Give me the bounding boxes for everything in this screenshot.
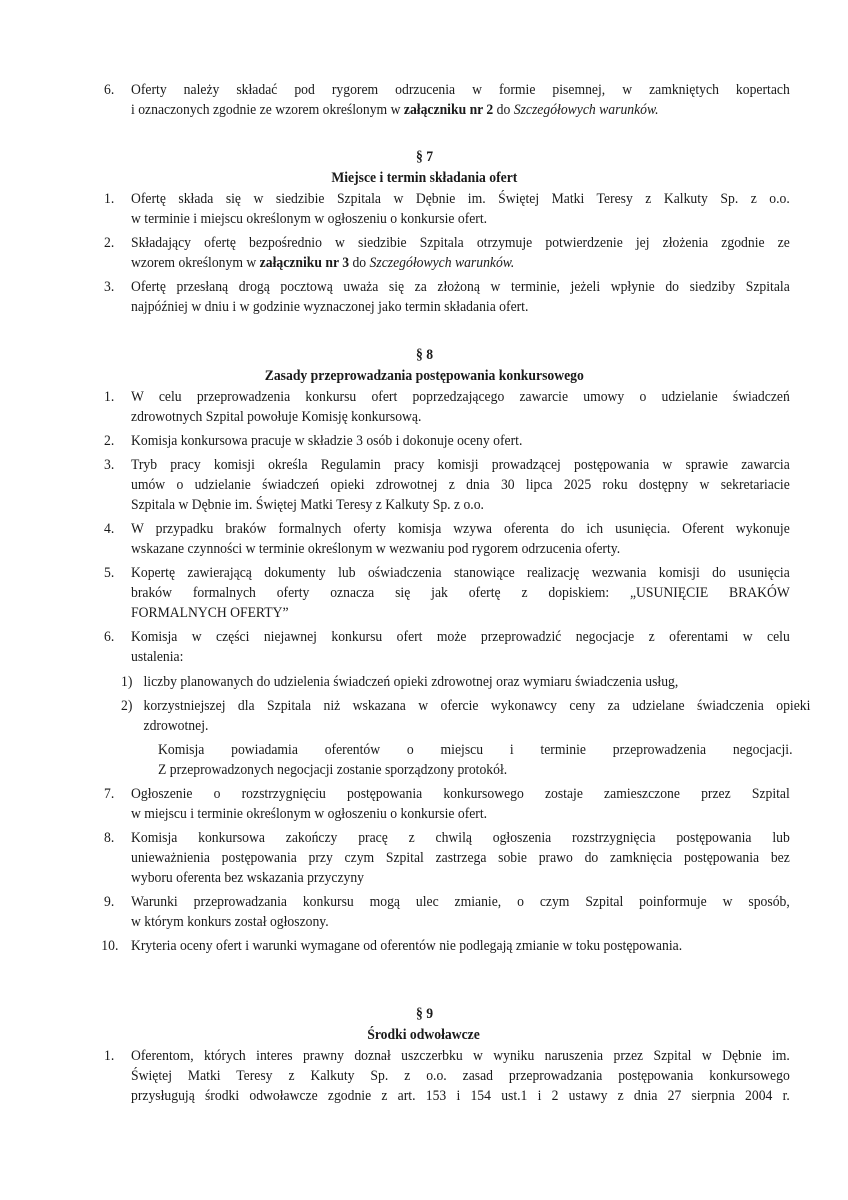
italic-reference: Szczegółowych warunków. [513,101,659,118]
text-line: Komisja konkursowa zakończy pracę z chwilą ogłoszenia rozstrzygnięcia postępowania lub [131,829,790,846]
text-line: przysługują środki odwoławcze zgodnie z art. 153 i 154 ust.1 i 2 ustawy z dnia 27 sierpnia 2004 r. [131,1087,790,1104]
text-line: wskazane czynności w terminie określonym w wezwaniu pod rygorem odrzucenia oferty. [131,540,621,557]
item-text [131,1046,790,1106]
item-text [131,431,790,451]
text-line: Komisja konkursowa pracuje w składzie 3 osób i dokonuje oceny ofert. [131,432,523,449]
section-symbol: § 9 [415,1005,433,1022]
item-text [131,80,790,120]
section-title: Zasady przeprowadzania postępowania konkursowego [264,367,584,384]
text-line: korzystniejszej dla Szpitala niż wskazana w ofercie wykonawcy ceny za udzielane świadczenia opieki [143,697,811,714]
text-line: wyboru oferenta bez wskazania przyczyny [131,869,365,886]
text-line: W celu przeprowadzenia konkursu ofert poprzedzającego zawarcie umowy o udzielanie świadczeń [131,388,790,405]
text-line: Ofertę przesłaną drogą pocztową uważa się za złożoną w terminie, jeżeli wpłynie do siedziby Szpitala [131,278,790,295]
item-number: 6. [104,628,115,645]
text-line [131,100,790,120]
text-line: w miejscu i terminie określonym w ogłoszeniu o konkursie ofert. [131,805,488,822]
item-number: 1. [104,388,115,405]
item-number: 6. [104,81,115,98]
item-number: 1. [104,190,115,207]
text-line: braków formalnych oferty oznacza się jak ofertę z dopiskiem: „USUNIĘCIE BRAKÓW [131,584,790,601]
item-text [131,563,790,623]
item-text [131,387,790,427]
text-span: do [349,254,370,271]
italic-reference: Szczegółowych warunków. [369,254,515,271]
text-line: zdrowotnej. [143,717,209,734]
text-span: i oznaczonych zgodnie ze wzorem określonym w [131,101,404,118]
section-title: Środki odwoławcze [367,1026,481,1043]
item-text [131,627,790,667]
item-number: 2. [104,432,115,449]
item-text [131,828,790,888]
section-symbol: § 7 [415,148,433,165]
bold-reference: załączniku nr 2 [403,101,494,118]
item-text [131,892,790,932]
item-number: 9. [104,893,115,910]
item-number: 5. [104,564,115,581]
text-line: Świętej Matki Teresy z Kalkuty Sp. z o.o. zasad przeprowadzania postępowania konkursowego [131,1067,790,1084]
text-line: FORMALNYCH OFERTY” [131,604,289,621]
item-number: 1. [104,1047,115,1064]
text-line: Tryb pracy komisji określa Regulamin pracy komisji prowadzącej postępowania w sprawie zawarcia [131,456,790,473]
section-symbol: § 8 [415,346,433,363]
text-line: Z przeprowadzonych negocjacji zostanie sporządzony protokół. [158,761,508,778]
text-line: Komisja powiadamia oferentów o miejscu i terminie przeprowadzenia negocjacji. [158,741,793,758]
text-line: w którym konkurs został ogłoszony. [131,913,329,930]
text-line: zdrowotnych Szpital powołuje Komisję konkursową. [131,408,422,425]
item-number: 10. [101,937,119,954]
item-text [131,455,790,515]
text-line: Oferty należy składać pod rygorem odrzucenia w formie pisemnej, w zamkniętych kopertach [131,81,790,98]
text-line: Składający ofertę bezpośrednio w siedzibie Szpitala otrzymuje potwierdzenie jej złożenia zgodnie ze [131,234,790,251]
item-number: 3. [104,278,115,295]
negotiation-note [158,740,793,780]
subitem-text [144,696,811,736]
text-line: w terminie i miejscu określonym w ogłoszeniu o konkursie ofert. [131,210,488,227]
item-number: 3. [104,456,115,473]
text-line: Ofertę składa się w siedzibie Szpitala w Dębnie im. Świętej Matki Teresy z Kalkuty Sp. z o.o. [131,190,790,207]
subitem-number: 1) [121,673,133,690]
text-span: do [493,101,514,118]
text-line: liczby planowanych do udzielenia świadczeń opieki zdrowotnej oraz wymiaru świadczenia usług, [143,673,679,690]
text-line [131,253,790,273]
item-text [131,936,790,956]
text-line: Komisja w części niejawnej konkursu ofert może przeprowadzić negocjacje z oferentami w celu [131,628,790,645]
text-line: umów o udzielanie świadczeń opieki zdrowotnej z dnia 30 lipca 2025 roku dostępny w sekretariacie [131,476,790,493]
item-number: 7. [104,785,115,802]
text-line: Kopertę zawierającą dokumenty lub oświadczenia stanowiące realizację wezwania komisji do usunięcia [131,564,790,581]
text-line: ustalenia: [131,648,184,665]
item-text [131,233,790,273]
subitem-number: 2) [121,697,133,714]
item-text [131,519,790,559]
text-line: Szpitala w Dębnie im. Świętej Matki Teresy z Kalkuty Sp. z o.o. [131,496,484,513]
text-line: Ogłoszenie o rozstrzygnięciu postępowania konkursowego zostaje zamieszczone przez Szpital [131,785,790,802]
item-number: 2. [104,234,115,251]
text-line: Kryteria oceny ofert i warunki wymagane od oferentów nie podlegają zmianie w toku postępowania. [131,937,683,954]
text-line: unieważnienia postępowania przy czym Szpital zastrzega sobie prawo do zamknięcia postępowania bez [131,849,790,866]
text-line: Warunki przeprowadzania konkursu mogą ulec zmianie, o czym Szpital poinformuje w sposób, [131,893,790,910]
text-span: wzorem określonym w [131,254,260,271]
section-title: Miejsce i termin składania ofert [330,169,517,186]
bold-reference: załączniku nr 3 [259,254,350,271]
item-number: 8. [104,829,115,846]
text-line: W przypadku braków formalnych oferty komisja wzywa oferenta do ich usunięcia. Oferent wykonuje [131,520,790,537]
subitem-text [144,672,811,692]
item-text [131,277,790,317]
item-text [131,784,790,824]
text-line: Oferentom, których interes prawny doznał uszczerbku w wyniku naruszenia przez Szpital w Dębnie im. [131,1047,790,1064]
item-text [131,189,790,229]
text-line: najpóźniej w dniu i w godzinie wyznaczonej jako termin składania ofert. [131,298,529,315]
item-number: 4. [104,520,115,537]
